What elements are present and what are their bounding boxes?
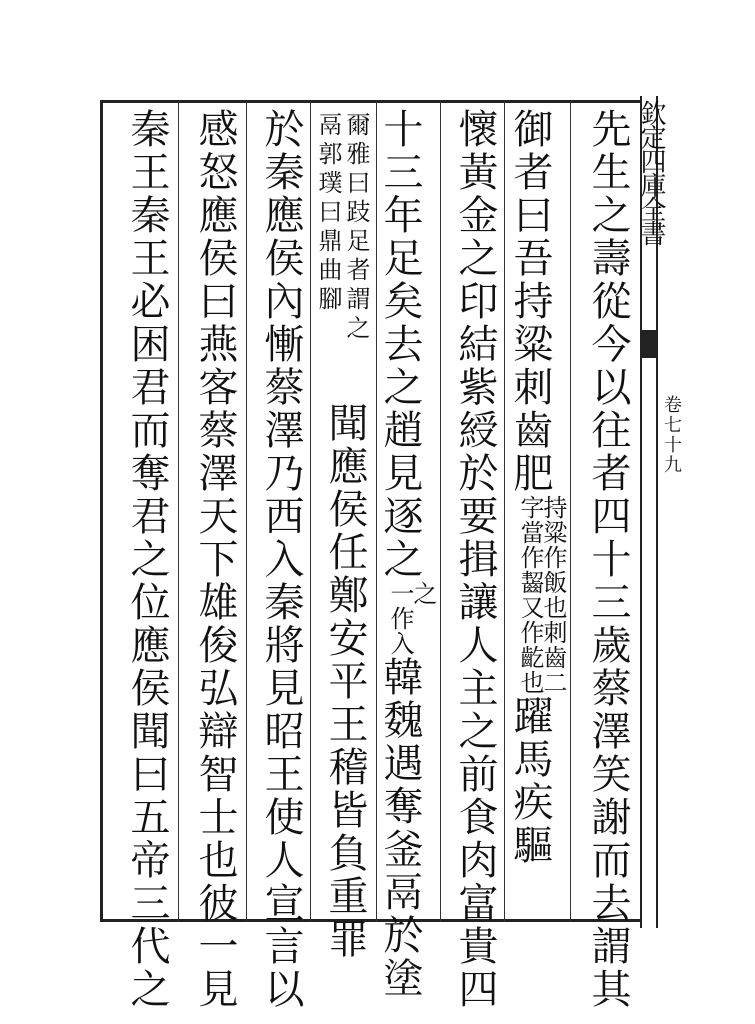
column-rule	[440, 100, 441, 922]
column-rule	[246, 100, 247, 922]
annotation	[386, 581, 437, 656]
volume-number: 卷七十九	[661, 395, 682, 475]
column-rule	[178, 100, 179, 922]
column-rule	[310, 100, 311, 922]
text-column: 聞應侯任鄭安平王稽皆負重罪	[322, 402, 368, 961]
annotation-line: 持粱作飯也刺齒二	[539, 495, 567, 695]
annotation-line: 字當作齧又作齕也	[516, 495, 544, 695]
text-column: 感怒應侯曰燕客蔡澤天下雄俊弘辯智士也彼一見	[192, 108, 238, 1011]
fish-tail-mark	[642, 330, 658, 358]
column-rule	[504, 100, 505, 922]
column-text: 十三年足矣去之趙見逐之	[377, 108, 423, 581]
annotation	[516, 495, 567, 695]
annotation-column: 鬲郭璞曰鼎曲腳	[314, 112, 342, 315]
text-column: 於秦應侯內慚蔡澤乃西入秦將見昭王使人宣言以	[258, 108, 304, 1011]
column-text: 躍馬疾驅	[507, 695, 553, 867]
text-column: 秦王秦王必困君而奪君之位應侯聞曰五帝三代之	[124, 108, 170, 1011]
annotation-line: 一作入	[386, 581, 414, 656]
column-text: 韓魏遇奪釜鬲於塗	[377, 656, 423, 1000]
text-column	[507, 108, 567, 867]
book-title: 欽定四庫全書	[636, 100, 666, 244]
column-rule	[570, 100, 571, 922]
annotation-column: 爾雅曰跂足者謂之	[342, 112, 370, 344]
annotation-line: 之	[409, 581, 437, 606]
column-text: 御者曰吾持粱刺齒肥	[507, 108, 553, 495]
text-column	[377, 108, 437, 1000]
text-column: 懷黃金之印結紫綬於要揖讓人主之前食肉富貴四	[452, 108, 498, 1011]
text-column: 先生之壽從今以往者四十三歲蔡澤笑謝而去謂其	[585, 108, 631, 1011]
